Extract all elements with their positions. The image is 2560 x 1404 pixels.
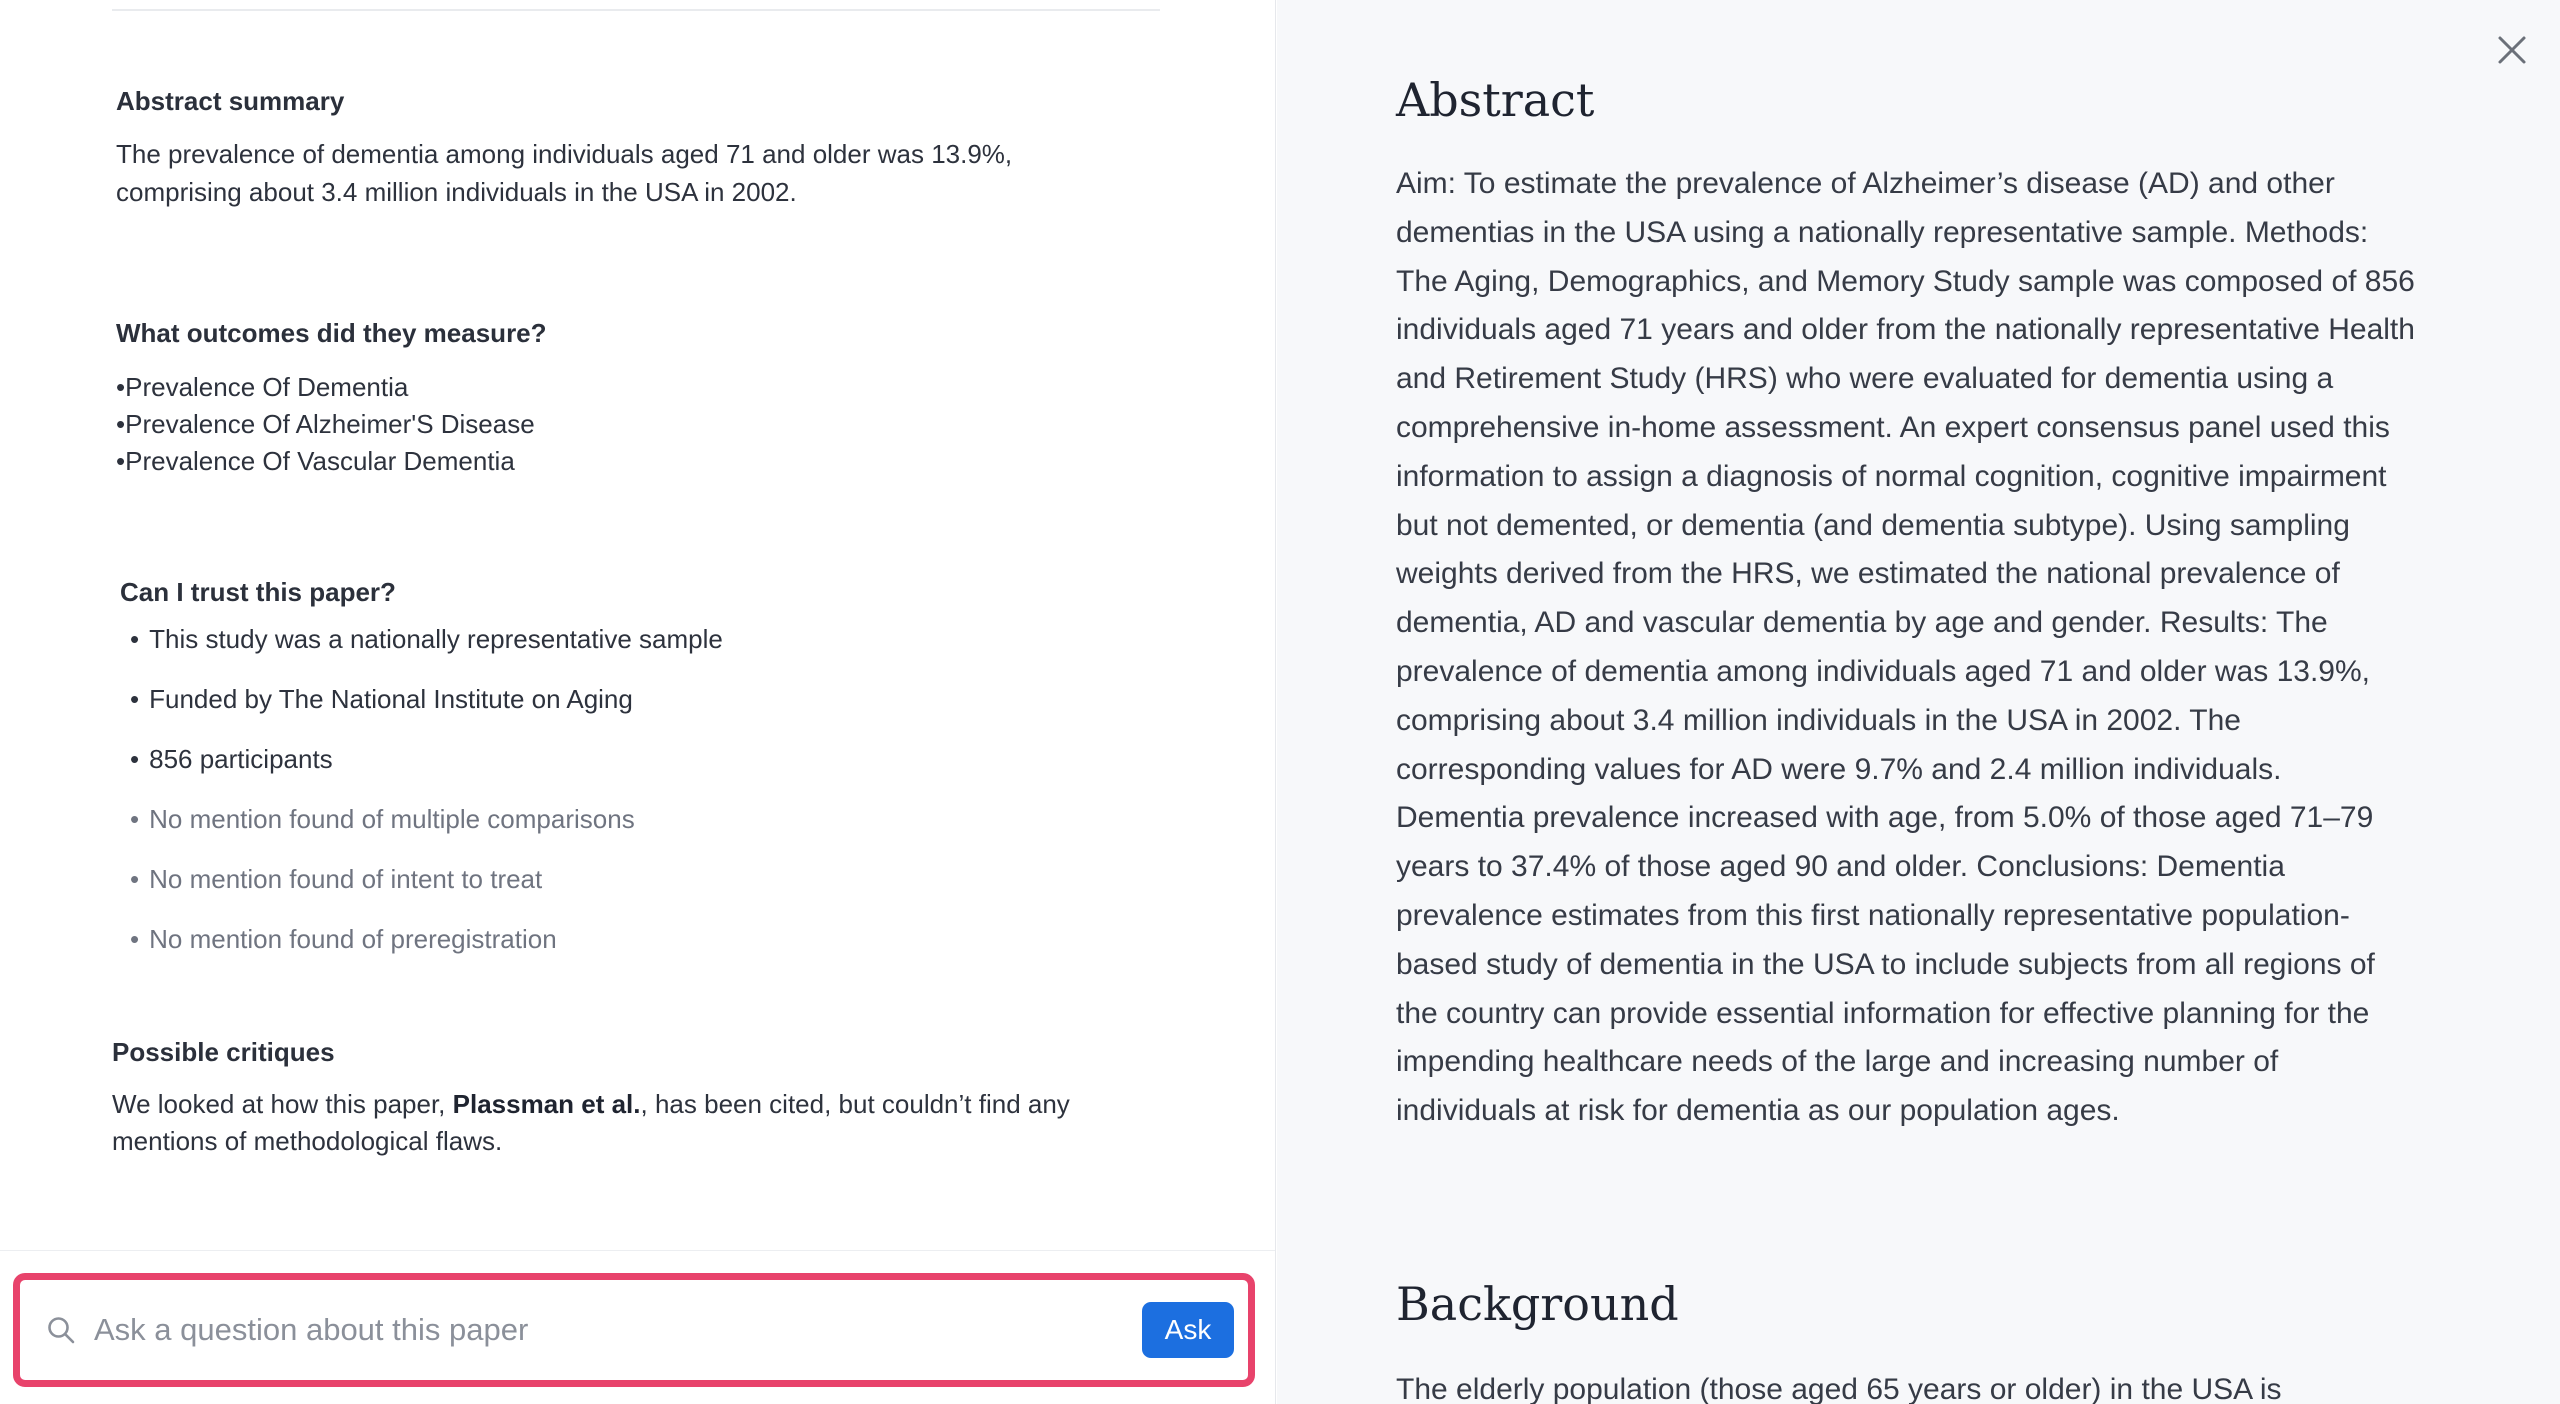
abstract-summary-heading: Abstract summary [116, 86, 345, 116]
ask-area [0, 1250, 1276, 1404]
bullet: • [130, 924, 140, 954]
outcome-item: •Prevalence Of Dementia [116, 372, 409, 402]
abstract-heading: Abstract [1396, 73, 1595, 127]
background-heading: Background [1396, 1277, 1679, 1331]
trust-item [120, 922, 1120, 982]
divider [112, 9, 1160, 11]
bullet: • [130, 624, 140, 654]
critiques-heading: Possible critiques [112, 1037, 335, 1067]
trust-item [120, 862, 1120, 922]
bullet: • [130, 804, 140, 834]
bullet: • [130, 864, 140, 894]
trust-item-text: No mention found of multiple comparisons [149, 804, 635, 834]
critiques-text-before: We looked at how this paper, [112, 1089, 453, 1119]
trust-item-text: No mention found of preregistration [149, 924, 557, 954]
outcome-item: •Prevalence Of Alzheimer'S Disease [116, 409, 535, 439]
abstract-summary-text: The prevalence of dementia among individuals aged 71 and older was 13.9%, comprising about 3.4 million individuals in the USA in 2002. [116, 139, 1013, 207]
close-icon[interactable] [2492, 30, 2532, 70]
outcome-item: •Prevalence Of Vascular Dementia [116, 446, 515, 476]
trust-item [120, 622, 1120, 682]
abstract-text: Aim: To estimate the prevalence of Alzheimer’s disease (AD) and other dementias in the USA using a nationally representative sample. Methods: The Aging, Demographics, and Memory Study sample was composed of 856 individuals aged 71 years and older from the nationally representative Health and Retirement Study (HRS) who were evaluated for dementia using a comprehensive in-home assessment. An expert consensus panel used this information to assign a diagnosis of normal cognition, cognitive impairment but not demented, or dementia (and dementia subtype). Using sampling weights derived from the HRS, we estimated the national prevalence of dementia, AD and vascular dementia by age and gender. Results: The prevalence of dementia among individuals aged 71 and older was 13.9%, comprising about 3.4 million individuals in the USA in 2002. The corresponding values for AD were 9.7% and 2.4 million individuals. Dementia prevalence increased with age, from 5.0% of those aged 71–79 years to 37.4% of those aged 90 and older. Conclusions: Dementia prevalence estimates from this first nationally representative population-based study of dementia in the USA to include subjects from all regions of the country can provide essential information for effective planning for the impending healthcare needs of the large and increasing number of individuals at risk for dementia as our population ages. [1396, 167, 2415, 1128]
paper-panel [1277, 0, 2560, 1404]
trust-heading: Can I trust this paper? [120, 577, 396, 607]
summary-panel [0, 0, 1276, 1404]
ask-input[interactable] [94, 1300, 1142, 1360]
trust-section [120, 576, 1120, 982]
critiques-section [112, 1036, 1172, 1160]
trust-list [120, 622, 1120, 982]
trust-item [120, 682, 1120, 742]
outcomes-section [116, 317, 1116, 480]
ask-box[interactable] [13, 1273, 1255, 1387]
outcomes-list [116, 369, 1116, 480]
abstract-summary-section [116, 85, 1116, 211]
trust-item [120, 742, 1120, 802]
search-icon [46, 1315, 76, 1345]
trust-item-text: This study was a nationally representative sample [149, 624, 723, 654]
trust-item-text: 856 participants [149, 744, 333, 774]
trust-item-text: No mention found of intent to treat [149, 864, 543, 894]
critiques-text-after: , has been cited, but couldn’t find any mentions of methodological flaws. [112, 1089, 1070, 1156]
background-text: The elderly population (those aged 65 years or older) in the USA is [1396, 1373, 2282, 1404]
bullet: • [130, 744, 140, 774]
trust-item-text: Funded by The National Institute on Aging [149, 684, 633, 714]
bullet: • [130, 684, 140, 714]
trust-item [120, 802, 1120, 862]
outcomes-heading: What outcomes did they measure? [116, 318, 547, 348]
critiques-text [112, 1086, 1172, 1160]
ask-button[interactable]: Ask [1142, 1302, 1234, 1358]
critiques-author: Plassman et al. [452, 1089, 641, 1119]
